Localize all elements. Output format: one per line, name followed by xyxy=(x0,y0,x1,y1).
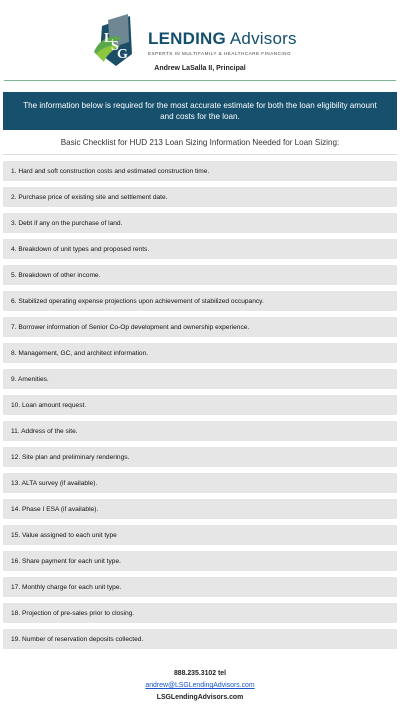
banner-text: The information below is required for the most accurate estimate for both the loan eligibility amount and costs for the loan. xyxy=(23,101,377,121)
checklist-item: 2. Purchase price of existing site and settlement date. xyxy=(3,187,397,207)
checklist-item: 9. Amenities. xyxy=(3,369,397,389)
checklist-item: 16. Share payment for each unit type. xyxy=(3,551,397,571)
brand xyxy=(148,30,297,56)
checklist-item: 14. Phase I ESA (if available). xyxy=(3,499,397,519)
logo-letter-l: L xyxy=(104,31,114,46)
logo-letter-g: G xyxy=(117,47,128,62)
logo-letter-s: S xyxy=(111,39,119,54)
checklist xyxy=(3,161,397,649)
footer xyxy=(0,668,400,704)
header xyxy=(0,0,400,80)
website-link[interactable]: LSGLendingAdvisors.com xyxy=(156,694,244,701)
checklist-item: 1. Hard and soft construction costs and estimated construction time. xyxy=(3,161,397,181)
principal-name: Andrew LaSalla II, Principal xyxy=(154,65,246,72)
checklist-item: 12. Site plan and preliminary renderings. xyxy=(3,447,397,467)
checklist-item: 6. Stabilized operating expense projections upon achievement of stabilized occupancy. xyxy=(3,291,397,311)
brand-tagline: EXPERTS IN MULTIFAMILY & HEALTHCARE FINANCING xyxy=(148,51,292,56)
checklist-item: 19. Number of reservation deposits collected. xyxy=(3,629,397,649)
divider xyxy=(4,80,396,81)
checklist-item: 17. Monthly charge for each unit type. xyxy=(3,577,397,597)
lsg-logo-icon xyxy=(92,12,140,68)
checklist-item: 10. Loan amount request. xyxy=(3,395,397,415)
phone-number[interactable]: 888.235.3102 tel xyxy=(173,670,227,677)
checklist-item: 5. Breakdown of other income. xyxy=(3,265,397,285)
checklist-item: 13. ALTA survey (if available). xyxy=(3,473,397,493)
checklist-item: 11. Address of the site. xyxy=(3,421,397,441)
checklist-item: 8. Management, GC, and architect information. xyxy=(3,343,397,363)
brand-name: LENDING Advisors xyxy=(148,29,297,48)
checklist-item: 7. Borrower information of Senior Co-Op development and ownership experience. xyxy=(3,317,397,337)
checklist-title: Basic Checklist for HUD 213 Loan Sizing Information Needed for Loan Sizing: xyxy=(3,130,397,155)
checklist-item: 18. Projection of pre-sales prior to closing. xyxy=(3,603,397,623)
checklist-item: 4. Breakdown of unit types and proposed rents. xyxy=(3,239,397,259)
info-banner xyxy=(3,92,397,130)
checklist-item: 15. Value assigned to each unit type xyxy=(3,525,397,545)
checklist-item: 3. Debt if any on the purchase of land. xyxy=(3,213,397,233)
email-link[interactable]: andrew@LSGLendingAdvisors.com xyxy=(145,682,255,689)
